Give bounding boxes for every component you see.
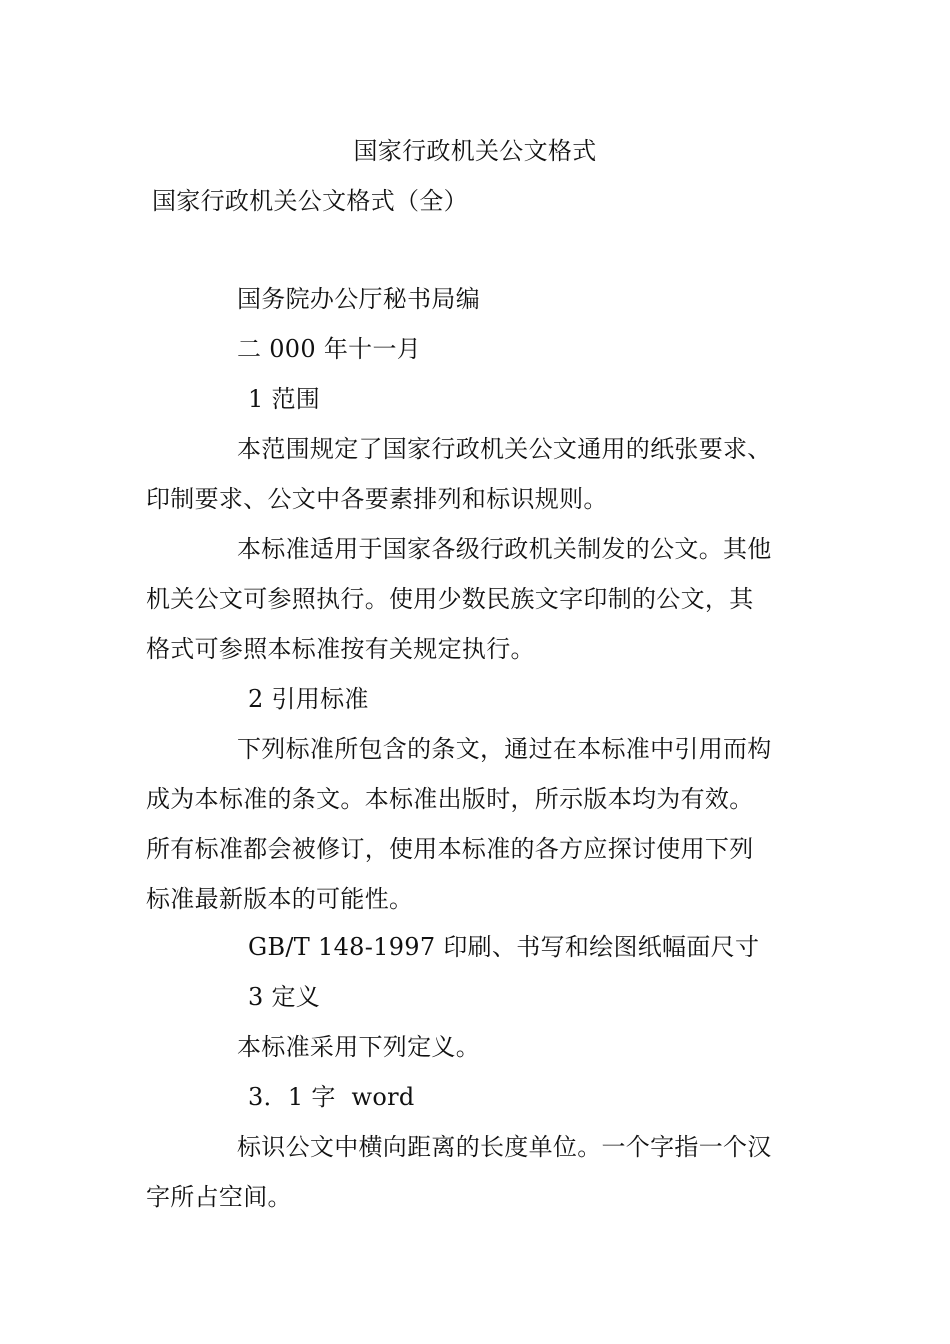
- paragraph-line: 成为本标准的条文。本标准出版时，所示版本均为有效。: [146, 785, 754, 813]
- section-2-heading: 2 引用标准: [248, 685, 369, 713]
- paragraph-line: 印制要求、公文中各要素排列和标识规则。: [146, 485, 608, 513]
- section-3-1-heading: 3．1 字 word: [248, 1083, 415, 1111]
- document-title: 国家行政机关公文格式: [353, 137, 597, 165]
- section-1-heading: 1 范围: [248, 385, 321, 413]
- paragraph-line: 本范围规定了国家行政机关公文通用的纸张要求、: [237, 435, 772, 463]
- paragraph-line: 标准最新版本的可能性。: [146, 885, 414, 913]
- date-line: 二 000 年十一月: [237, 335, 422, 363]
- section-3-heading: 3 定义: [248, 983, 321, 1011]
- paragraph-line: 格式可参照本标准按有关规定执行。: [146, 635, 535, 663]
- paragraph-line: 本标准采用下列定义。: [237, 1033, 480, 1061]
- document-subtitle: 国家行政机关公文格式（全）: [152, 187, 468, 215]
- paragraph-line: 字所占空间。: [146, 1183, 292, 1211]
- reference-standard: GB/T 148-1997 印刷、书写和绘图纸幅面尺寸: [248, 933, 760, 961]
- paragraph-line: 所有标准都会被修订，使用本标准的各方应探讨使用下列: [146, 835, 754, 863]
- paragraph-line: 机关公文可参照执行。使用少数民族文字印制的公文，其: [146, 585, 754, 613]
- paragraph-line: 本标准适用于国家各级行政机关制发的公文。其他: [237, 535, 772, 563]
- paragraph-line: 下列标准所包含的条文，通过在本标准中引用而构: [237, 735, 772, 763]
- publisher-line: 国务院办公厅秘书局编: [237, 285, 480, 313]
- paragraph-line: 标识公文中横向距离的长度单位。一个字指一个汉: [237, 1133, 772, 1161]
